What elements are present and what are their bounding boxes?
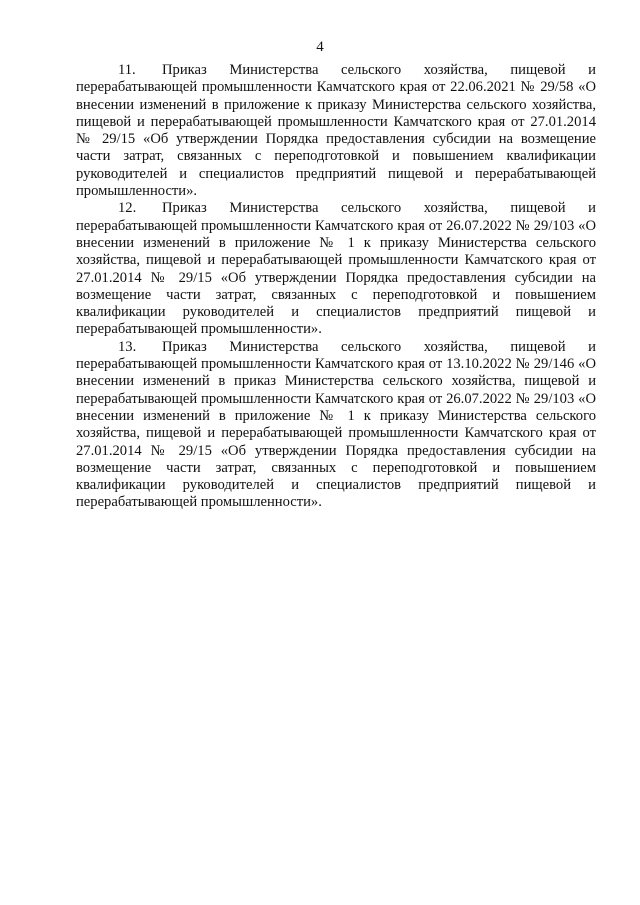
list-item-13 bbox=[76, 339, 596, 512]
page-number: 4 bbox=[316, 39, 324, 55]
list-item-11 bbox=[76, 62, 596, 200]
item-text: Приказ Министерства сельского хозяйства, пищевой и перерабатывающей промышленности Камчатского края от 22.06.2021 № 29/58 «О внесении изменений в приложение к приказу Министерства сельского хозяйства, пищевой и перерабатывающей промышленности Камчатского края от 27.01.2014 № 29/15 «Об утверждении Порядка предоставления субсидии на возмещение части затрат, связанных с переподготовкой и повышением квалификации руководителей и специалистов предприятий пищевой и перерабатывающей промышленности». bbox=[76, 62, 596, 200]
document-body bbox=[76, 62, 596, 512]
list-item-12 bbox=[76, 200, 596, 338]
item-number: 11. bbox=[118, 62, 136, 78]
item-text: Приказ Министерства сельского хозяйства, пищевой и перерабатывающей промышленности Камчатского края от 13.10.2022 № 29/146 «О внесении изменений в приказ Министерства сельского хозяйства, пищевой и перерабатывающей промышленности Камчатского края от 26.07.2022 № 29/103 «О внесении изменений в приложение № 1 к приказу Министерства сельского хозяйства, пищевой и перерабатывающей промышленности Камчатского края от 27.01.2014 № 29/15 «Об утверждении Порядка предоставления субсидии на возмещение части затрат, связанных с переподготовкой и повышением квалификации руководителей и специалистов предприятий пищевой и перерабатывающей промышленности». bbox=[76, 338, 596, 511]
item-text: Приказ Министерства сельского хозяйства, пищевой и перерабатывающей промышленности Камчатского края от 26.07.2022 № 29/103 «О внесении изменений в приложение № 1 к приказу Министерства сельского хозяйства, пищевой и перерабатывающей промышленности Камчатского края от 27.01.2014 № 29/15 «Об утверждении Порядка предоставления субсидии на возмещение части затрат, связанных с переподготовкой и повышением квалификации руководителей и специалистов предприятий пищевой и перерабатывающей промышленности». bbox=[76, 200, 596, 338]
item-number: 13. bbox=[118, 338, 137, 355]
item-number: 12. bbox=[118, 200, 137, 217]
